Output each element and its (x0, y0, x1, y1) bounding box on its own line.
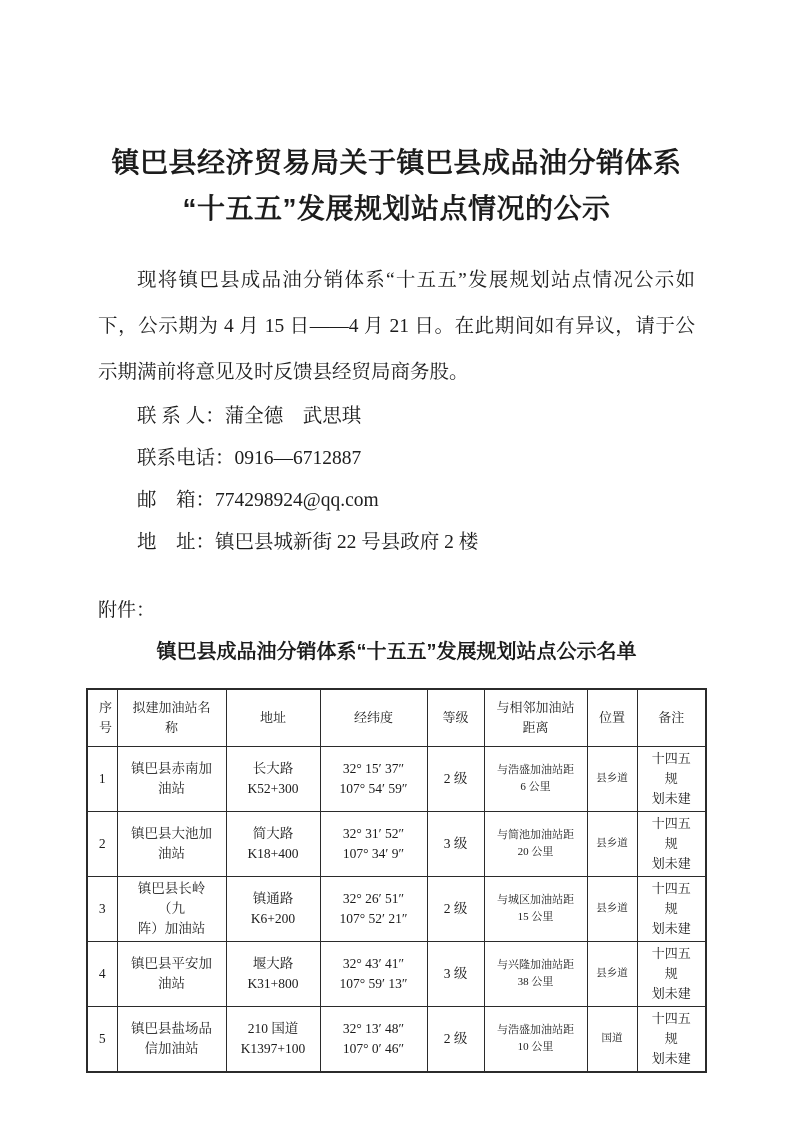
contact-phone-value: 0916—6712887 (234, 448, 362, 469)
cell-coords: 32° 15′ 37″ 107° 54′ 59″ (320, 746, 427, 811)
cell-address: 长大路 K52+300 (226, 746, 320, 811)
contact-person-value: 蒲全德 武思琪 (224, 406, 362, 427)
station-table-header (87, 689, 706, 746)
cell-location: 县乡道 (587, 876, 637, 941)
contact-email-line (98, 480, 695, 522)
header-col-note: 备注 (637, 689, 706, 746)
cell-name: 镇巴县赤南加 油站 (117, 746, 226, 811)
cell-note: 十四五规 划未建 (637, 811, 706, 876)
cell-distance: 与简池加油站距 20 公里 (484, 811, 587, 876)
cell-coords: 32° 43′ 41″ 107° 59′ 13″ (320, 941, 427, 1006)
cell-grade: 2 级 (427, 746, 484, 811)
header-col-name: 拟建加油站名 称 (117, 689, 226, 746)
cell-location: 国道 (587, 1006, 637, 1072)
cell-note: 十四五规 划未建 (637, 1006, 706, 1072)
contact-phone-line (98, 438, 695, 480)
station-table-body (87, 746, 706, 1072)
cell-no: 1 (87, 746, 117, 811)
contact-address-label: 地 址： (137, 532, 216, 553)
cell-grade: 2 级 (427, 876, 484, 941)
contact-email-value: 774298924@qq.com (215, 490, 379, 511)
cell-grade: 3 级 (427, 811, 484, 876)
contact-block (98, 396, 695, 564)
attachment-label: 附件： (98, 600, 156, 621)
cell-location: 县乡道 (587, 746, 637, 811)
station-row (87, 811, 706, 876)
cell-location: 县乡道 (587, 941, 637, 1006)
cell-grade: 3 级 (427, 941, 484, 1006)
document-title-line2: “十五五”发展规划站点情况的公示 (182, 193, 611, 224)
station-row (87, 941, 706, 1006)
station-row (87, 746, 706, 811)
cell-distance: 与兴隆加油站距 38 公里 (484, 941, 587, 1006)
cell-distance: 与浩盛加油站距 10 公里 (484, 1006, 587, 1072)
cell-distance: 与城区加油站距 15 公里 (484, 876, 587, 941)
station-table (86, 688, 707, 1073)
cell-grade: 2 级 (427, 1006, 484, 1072)
cell-no: 4 (87, 941, 117, 1006)
cell-coords: 32° 26′ 51″ 107° 52′ 21″ (320, 876, 427, 941)
cell-address: 堰大路 K31+800 (226, 941, 320, 1006)
header-col-no: 序 号 (87, 689, 117, 746)
document-title (0, 140, 793, 232)
document-title-line1: 镇巴县经济贸易局关于镇巴县成品油分销体系 (111, 147, 682, 178)
station-row (87, 876, 706, 941)
header-col-location: 位置 (587, 689, 637, 746)
cell-note: 十四五规 划未建 (637, 876, 706, 941)
header-col-coords: 经纬度 (320, 689, 427, 746)
cell-name: 镇巴县盐场品 信加油站 (117, 1006, 226, 1072)
cell-address: 镇通路 K6+200 (226, 876, 320, 941)
header-col-distance: 与相邻加油站 距离 (484, 689, 587, 746)
cell-note: 十四五规 划未建 (637, 941, 706, 1006)
contact-person-label: 联 系 人： (137, 406, 225, 427)
station-row (87, 1006, 706, 1072)
cell-distance: 与浩盛加油站距 6 公里 (484, 746, 587, 811)
header-col-grade: 等级 (427, 689, 484, 746)
cell-name: 镇巴县平安加 油站 (117, 941, 226, 1006)
contact-email-label: 邮 箱： (137, 490, 216, 511)
contact-phone-label: 联系电话： (137, 448, 235, 469)
cell-no: 2 (87, 811, 117, 876)
contact-address-value: 镇巴县城新街 22 号县政府 2 楼 (215, 532, 479, 553)
cell-location: 县乡道 (587, 811, 637, 876)
table-title: 镇巴县成品油分销体系“十五五”发展规划站点公示名单 (156, 641, 637, 663)
cell-no: 3 (87, 876, 117, 941)
contact-person-line (98, 396, 695, 438)
cell-name: 镇巴县大池加 油站 (117, 811, 226, 876)
cell-coords: 32° 31′ 52″ 107° 34′ 9″ (320, 811, 427, 876)
cell-address: 210 国道 K1397+100 (226, 1006, 320, 1072)
cell-name: 镇巴县长岭（九 阵）加油站 (117, 876, 226, 941)
cell-address: 简大路 K18+400 (226, 811, 320, 876)
notice-paragraph: 现将镇巴县成品油分销体系“十五五”发展规划站点情况公示如下，公示期为 4 月 15 日——4 月 21 日。在此期间如有异议，请于公示期满前将意见及时反馈县经贸局商务股。 (98, 270, 695, 383)
contact-address-line (98, 522, 695, 564)
cell-no: 5 (87, 1006, 117, 1072)
table-header-row (87, 689, 706, 746)
cell-coords: 32° 13′ 48″ 107° 0′ 46″ (320, 1006, 427, 1072)
cell-note: 十四五规 划未建 (637, 746, 706, 811)
header-col-address: 地址 (226, 689, 320, 746)
